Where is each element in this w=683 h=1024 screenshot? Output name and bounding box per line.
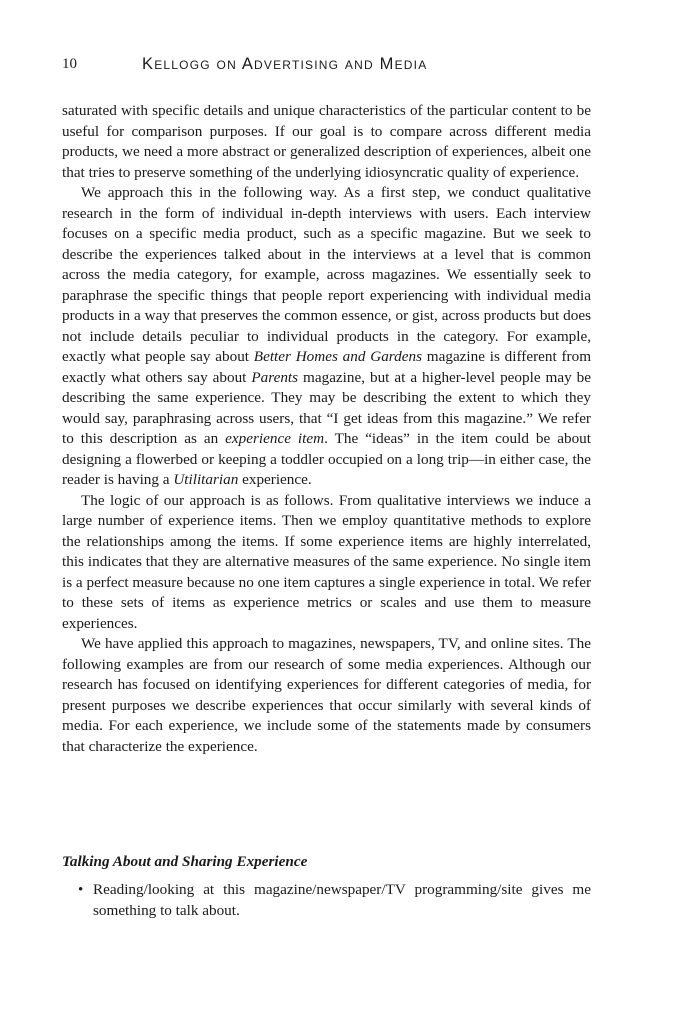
list-item xyxy=(62,880,591,921)
paragraph-2-text-c: magazine is different from exactly what others say about xyxy=(62,348,592,386)
paragraph-1: saturated with specific details and unique characteristics of the particular content to be useful for comparison purposes. If our goal is to compare across different media products, we need a more abstract or generalized description of experiences, albeit one that tries to preserve something of the underlying idiosyncratic quality of experience. xyxy=(62,102,591,181)
body-text xyxy=(62,101,591,757)
bullet-icon: • xyxy=(78,882,84,898)
bullet-list xyxy=(62,880,591,921)
paragraph-2-text-i: experience. xyxy=(238,471,312,488)
paragraph-2-text-g: . The “ideas” in the item could be about designing a flowerbed or keeping a toddler occupied on a long trip—in either case, the reader is having a xyxy=(62,430,591,488)
term-experience-item: experience item xyxy=(225,430,325,447)
magazine-title-parents: Parents xyxy=(251,368,299,386)
page-number: 10 xyxy=(62,56,77,72)
magazine-title-bhg: Better Homes and Gardens xyxy=(253,348,422,365)
list-item-text: Reading/looking at this magazine/newspaper/TV programming/site gives me something to talk about. xyxy=(93,881,591,919)
paragraph-2 xyxy=(62,183,591,491)
section-heading: Talking About and Sharing Experience xyxy=(62,853,308,870)
running-title: Kellogg on Advertising and Media xyxy=(142,55,428,73)
paragraph-2-text-e: magazine, but at a higher-level people may be describing the same experience. They may be describing the extent to which they would say, paraphrasing across users, that “I get ideas from this magazine.” We refer to this description as an xyxy=(62,368,592,447)
term-utilitarian: Utilitarian xyxy=(173,471,239,488)
running-head xyxy=(62,54,602,78)
paragraph-2-text-a: We approach this in the following way. As a first step, we conduct qualitative research in the form of individual in-depth interviews with users. Each interview focuses on a specific media product, such as a specific magazine. But we seek to describe the experiences talked about in the interviews at a level that is common across the media category, for example, across magazines. We essentially seek to paraphrase the specific things that people report experiencing with individual media products in a way that preserves the common essence, or gist, across products but does not include details peculiar to individual products in the category. For example, exactly what people say about xyxy=(62,184,591,365)
paragraph-4: We have applied this approach to magazines, newspapers, TV, and online sites. The following examples are from our research of some media experiences. Although our research has focused on identifying experiences for different categories of media, for present purposes we describe experiences that occur similarly with several kinds of media. For each experience, we include some of the statements made by consumers that characterize the experience. xyxy=(62,635,591,755)
paragraph-3: The logic of our approach is as follows. From qualitative interviews we induce a large number of experience items. Then we employ quantitative methods to explore the relationships among the items. If some experience items are highly interrelated, this indicates that they are alternative measures of the same experience. No single item is a perfect measure because no one item captures a single experience in total. We refer to these sets of items as experience metrics or scales and use them to measure experiences. xyxy=(62,491,591,632)
